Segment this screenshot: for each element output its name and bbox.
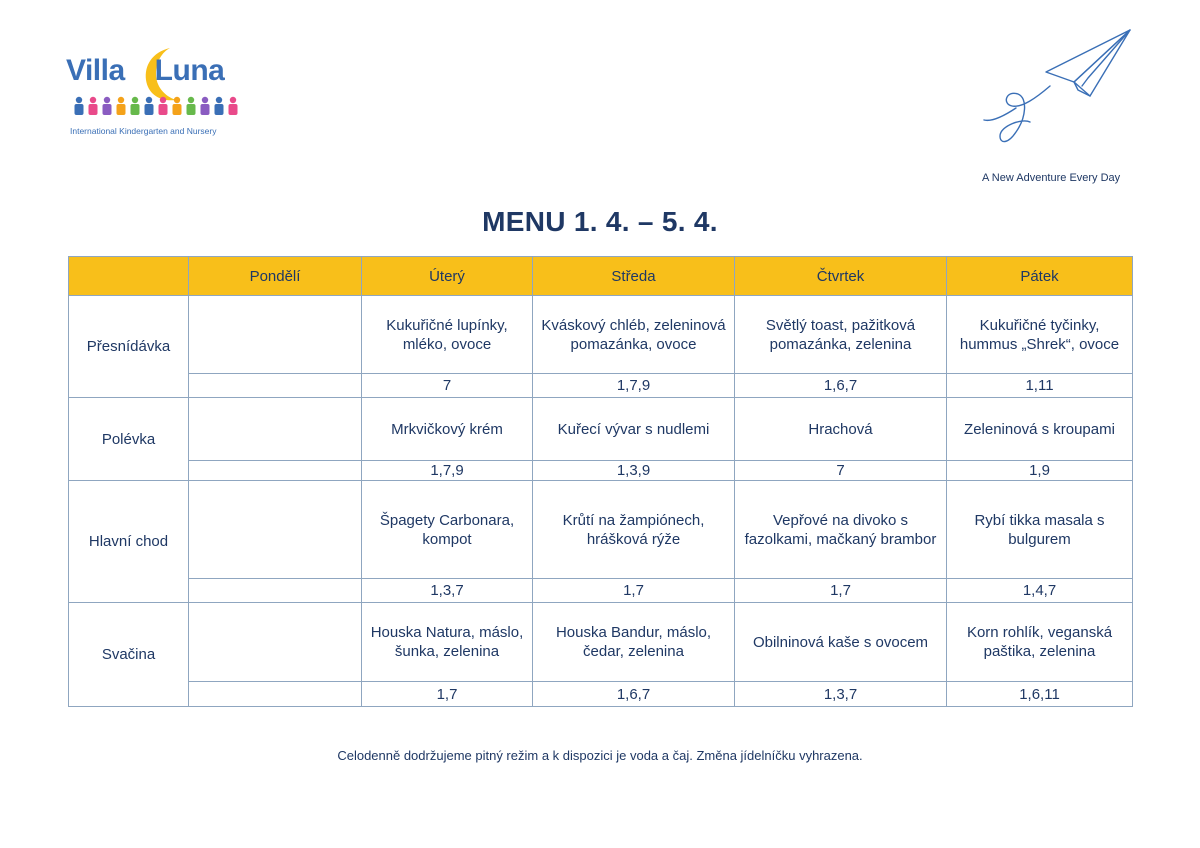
menu-table — [68, 256, 1133, 707]
meal-cell: Krůtí na žampiónech, hrášková rýže — [533, 481, 735, 579]
meal-cell: Kukuřičné lupínky, mléko, ovoce — [362, 296, 533, 374]
child-figure — [75, 97, 84, 115]
allergen-cell: 1,7,9 — [533, 374, 735, 398]
allergen-cell: 7 — [362, 374, 533, 398]
child-figure — [117, 97, 126, 115]
meal-cell: Kukuřičné tyčinky, hummus „Shrek“, ovoce — [947, 296, 1133, 374]
meal-cell: Mrkvičkový krém — [362, 398, 533, 461]
allergen-cell: 1,6,11 — [947, 682, 1133, 707]
child-figure — [103, 97, 112, 115]
row-label-main-course: Hlavní chod — [69, 481, 189, 603]
child-figure — [173, 97, 182, 115]
allergen-row — [69, 682, 1133, 707]
child-figure — [89, 97, 98, 115]
table-row — [69, 398, 1133, 461]
meal-cell — [189, 398, 362, 461]
child-figure — [201, 97, 210, 115]
allergen-cell — [189, 461, 362, 481]
child-figure — [187, 97, 196, 115]
logo-subtitle: International Kindergarten and Nursery — [70, 126, 217, 136]
allergen-cell — [189, 682, 362, 707]
villa-luna-logo — [66, 44, 246, 144]
meal-cell: Houska Bandur, máslo, čedar, zelenina — [533, 603, 735, 682]
paper-plane-icon — [978, 26, 1138, 161]
allergen-cell: 1,9 — [947, 461, 1133, 481]
allergen-cell: 1,3,7 — [362, 579, 533, 603]
day-header-monday: Pondělí — [189, 257, 362, 296]
allergen-cell — [189, 374, 362, 398]
meal-cell: Špagety Carbonara, kompot — [362, 481, 533, 579]
allergen-cell: 1,7 — [735, 579, 947, 603]
day-header-thursday: Čtvrtek — [735, 257, 947, 296]
allergen-cell: 1,3,7 — [735, 682, 947, 707]
meal-cell: Světlý toast, pažitková pomazánka, zelenina — [735, 296, 947, 374]
child-figure — [145, 97, 154, 115]
meal-cell: Houska Natura, máslo, šunka, zelenina — [362, 603, 533, 682]
corner-cell — [69, 257, 189, 296]
child-figure — [229, 97, 238, 115]
allergen-cell — [189, 579, 362, 603]
meal-cell: Hrachová — [735, 398, 947, 461]
allergen-cell: 1,4,7 — [947, 579, 1133, 603]
meal-cell: Zeleninová s kroupami — [947, 398, 1133, 461]
meal-cell — [189, 603, 362, 682]
header-row — [69, 257, 1133, 296]
row-label-soup: Polévka — [69, 398, 189, 481]
table-row — [69, 603, 1133, 682]
allergen-cell: 1,11 — [947, 374, 1133, 398]
meal-cell: Rybí tikka masala s bulgurem — [947, 481, 1133, 579]
footer-note: Celodenně dodržujeme pitný režim a k dispozici je voda a čaj. Změna jídelníčku vyhrazena. — [337, 748, 863, 763]
children-row-icon — [72, 96, 240, 116]
row-label-snack-morning: Přesnídávka — [69, 296, 189, 398]
allergen-cell: 1,7 — [533, 579, 735, 603]
allergen-cell: 1,3,9 — [533, 461, 735, 481]
allergen-row — [69, 461, 1133, 481]
allergen-cell: 1,7 — [362, 682, 533, 707]
meal-cell: Korn rohlík, veganská paštika, zelenina — [947, 603, 1133, 682]
allergen-cell: 7 — [735, 461, 947, 481]
logo-luna-text: Luna — [154, 54, 225, 87]
allergen-row — [69, 579, 1133, 603]
row-label-snack-afternoon: Svačina — [69, 603, 189, 707]
child-figure — [131, 97, 140, 115]
meal-cell: Kuřecí vývar s nudlemi — [533, 398, 735, 461]
child-figure — [215, 97, 224, 115]
table-row — [69, 481, 1133, 579]
logo-villa-text: Villa — [66, 54, 125, 87]
meal-cell — [189, 481, 362, 579]
table-row — [69, 296, 1133, 374]
allergen-cell: 1,6,7 — [533, 682, 735, 707]
allergen-row — [69, 374, 1133, 398]
page-title: MENU 1. 4. – 5. 4. — [482, 206, 718, 237]
meal-cell: Vepřové na divoko s fazolkami, mačkaný brambor — [735, 481, 947, 579]
day-header-friday: Pátek — [947, 257, 1133, 296]
day-header-wednesday: Středa — [533, 257, 735, 296]
meal-cell: Obilninová kaše s ovocem — [735, 603, 947, 682]
child-figure — [159, 97, 168, 115]
allergen-cell: 1,6,7 — [735, 374, 947, 398]
meal-cell: Kváskový chléb, zeleninová pomazánka, ovoce — [533, 296, 735, 374]
meal-cell — [189, 296, 362, 374]
tagline: A New Adventure Every Day — [982, 172, 1121, 184]
allergen-cell: 1,7,9 — [362, 461, 533, 481]
day-header-tuesday: Úterý — [362, 257, 533, 296]
